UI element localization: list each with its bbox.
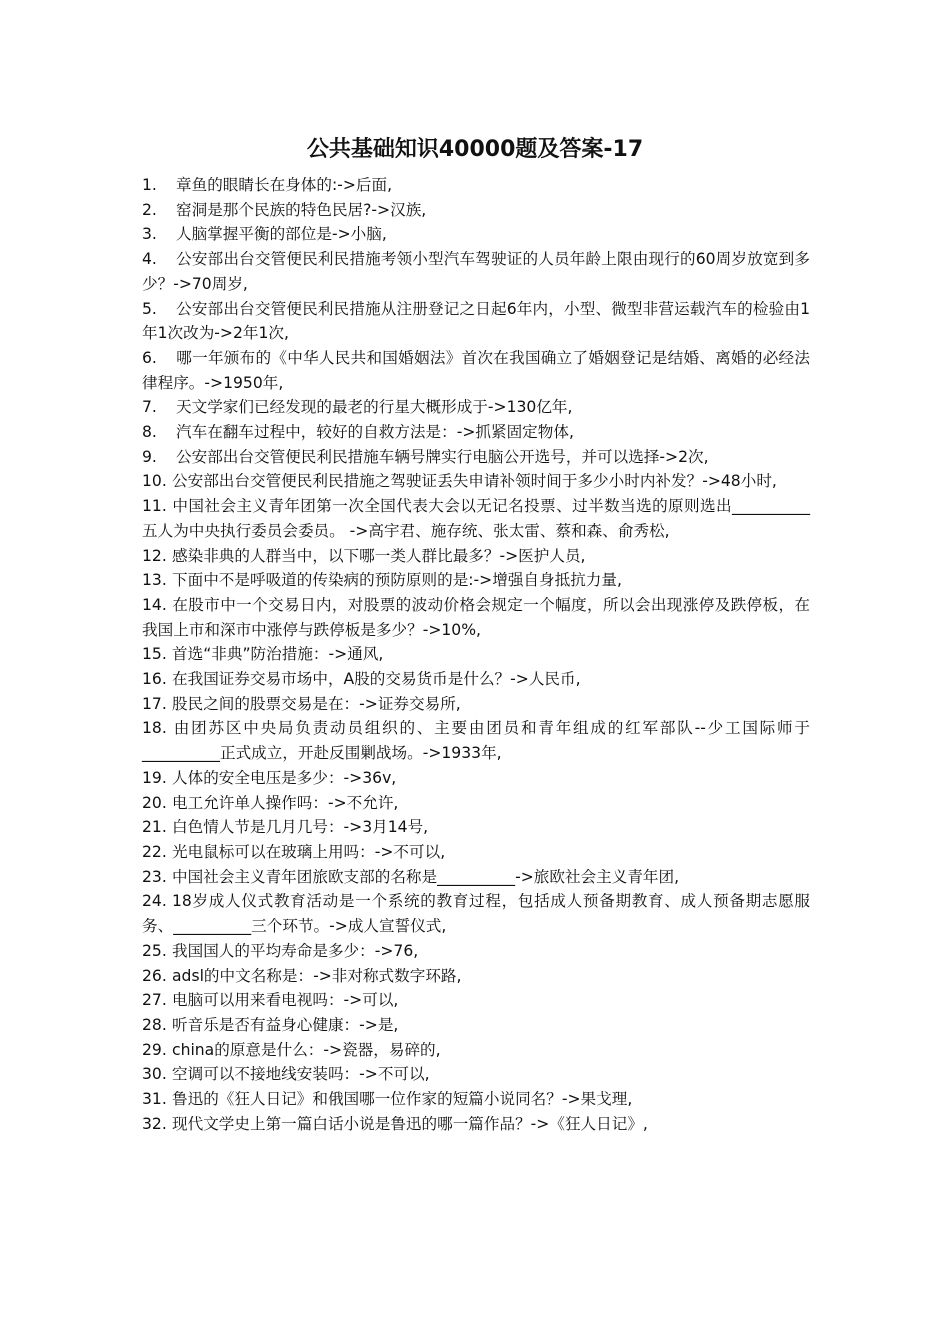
item-number: 26. [142,966,167,985]
item-text: 哪一年颁布的《中华人民共和国婚姻法》首次在我国确立了婚姻登记是结婚、离婚的必经法律程序。->1950年, [142,348,810,392]
item-text: 中国社会主义青年团旅欧支部的名称是__________->旅欧社会主义青年团, [172,867,680,886]
list-item [142,469,810,494]
item-text: 白色情人节是几月几号：->3月14号, [172,818,429,837]
item-number: 20. [142,793,167,812]
list-item [142,939,810,964]
list-item [142,791,810,816]
list-item [142,395,810,420]
item-text: 首选“非典”防治措施：->通风, [172,645,384,664]
list-item [142,445,810,470]
item-text: 空调可以不接地线安装吗：->不可以, [172,1065,430,1084]
item-number: 16. [142,670,167,689]
item-number: 7. [142,398,157,417]
list-item [142,494,810,543]
item-number: 3. [142,225,157,244]
item-text: 公安部出台交管便民利民措施从注册登记之日起6年内，小型、微型非营运载汽车的检验由1年1次改为->2年1次, [142,299,810,343]
item-text: 窑洞是那个民族的特色民居?->汉族, [176,200,427,219]
item-text: 感染非典的人群当中，以下哪一类人群比最多？->医护人员, [172,546,586,565]
item-number: 31. [142,1090,167,1109]
item-text: adsl的中文名称是：->非对称式数字环路, [172,966,462,985]
list-item [142,889,810,938]
item-number: 30. [142,1065,167,1084]
list-item [142,1013,810,1038]
list-item [142,692,810,717]
item-text: china的原意是什么：->瓷器，易碎的, [172,1040,441,1059]
item-text: 我国国人的平均寿命是多少：->76, [172,941,419,960]
list-item [142,173,810,198]
list-item [142,815,810,840]
list-item [142,544,810,569]
list-item [142,297,810,346]
item-number: 9. [142,447,157,466]
list-item [142,1038,810,1063]
item-number: 17. [142,694,167,713]
list-item [142,642,810,667]
item-text: 下面中不是呼吸道的传染病的预防原则的是:->增强自身抵抗力量, [172,571,622,590]
item-number: 21. [142,818,167,837]
item-number: 8. [142,423,157,442]
item-number: 2. [142,200,157,219]
list-item [142,865,810,890]
item-text: 电脑可以用来看电视吗：->可以, [172,991,399,1010]
list-item [142,198,810,223]
item-number: 10. [142,472,167,491]
item-number: 11. [142,497,167,516]
item-text: 光电鼠标可以在玻璃上用吗：->不可以, [172,842,446,861]
item-text: 公安部出台交管便民利民措施考领小型汽车驾驶证的人员年龄上限由现行的60周岁放宽到多少？->70周岁, [142,250,810,293]
item-text: 公安部出台交管便民利民措施之驾驶证丢失申请补领时间于多少小时内补发？->48小时, [172,472,777,491]
list-item [142,1062,810,1087]
item-number: 25. [142,941,167,960]
item-number: 13. [142,571,167,590]
item-text: 人体的安全电压是多少：->36v, [172,768,397,787]
item-text: 在我国证券交易市场中，A股的交易货币是什么？->人民币, [172,670,581,689]
list-item [142,716,810,765]
item-number: 6. [142,348,157,367]
item-text: 18岁成人仪式教育活动是一个系统的教育过程，包括成人预备期教育、成人预备期志愿服务、__________三个环节。->成人宣誓仪式, [142,892,810,936]
item-number: 18. [142,719,167,738]
question-list [142,173,810,1136]
item-text: 鲁迅的《狂人日记》和俄国哪一位作家的短篇小说同名？->果戈理, [172,1090,633,1109]
item-number: 22. [142,842,167,861]
item-text: 股民之间的股票交易是在：->证券交易所, [172,694,461,713]
item-text: 章鱼的眼睛长在身体的:->后面, [176,176,393,194]
item-text: 电工允许单人操作吗：->不允许, [172,793,399,812]
list-item [142,593,810,642]
item-number: 28. [142,1015,167,1034]
list-item [142,247,810,296]
list-item [142,964,810,989]
list-item [142,988,810,1013]
list-item [142,766,810,791]
item-number: 12. [142,546,167,565]
item-number: 4. [142,250,157,269]
item-text: 由团苏区中央局负责动员组织的、主要由团员和青年组成的红军部队--少工国际师于__________正式成立，开赴反围剿战场。->1933年, [142,719,810,763]
item-text: 汽车在翻车过程中，较好的自救方法是：->抓紧固定物体, [176,423,574,442]
item-text: 在股市中一个交易日内，对股票的波动价格会规定一个幅度，所以会出现涨停及跌停板，在我国上市和深市中涨停与跌停板是多少？->10%, [142,595,810,639]
item-number: 1. [142,176,157,194]
list-item [142,346,810,395]
list-item [142,1087,810,1112]
item-number: 14. [142,595,167,614]
list-item [142,667,810,692]
item-number: 23. [142,867,167,886]
item-text: 天文学家们已经发现的最老的行星大概形成于->130亿年, [176,398,573,417]
item-number: 5. [142,299,157,318]
document-title: 公共基础知识40000题及答案-17 [306,137,644,162]
list-item [142,222,810,247]
item-text: 现代文学史上第一篇白话小说是鲁迅的哪一篇作品？->《狂人日记》, [172,1114,648,1133]
list-item [142,840,810,865]
list-item [142,568,810,593]
item-number: 32. [142,1114,167,1133]
list-item [142,420,810,445]
item-text: 人脑掌握平衡的部位是->小脑, [176,225,387,244]
item-number: 19. [142,768,167,787]
list-item [142,1112,810,1137]
item-text: 听音乐是否有益身心健康：->是, [172,1015,399,1034]
item-number: 27. [142,991,167,1010]
item-number: 15. [142,645,167,664]
item-text: 中国社会主义青年团第一次全国代表大会以无记名投票、过半数当选的原则选出__________五人为中央执行委员会委员。 ->高宇君、施存统、张太雷、蔡和森、俞秀松, [142,497,810,540]
item-number: 29. [142,1040,167,1059]
item-text: 公安部出台交管便民利民措施车辆号牌实行电脑公开选号，并可以选择->2次, [176,447,709,466]
item-number: 24. [142,892,167,911]
